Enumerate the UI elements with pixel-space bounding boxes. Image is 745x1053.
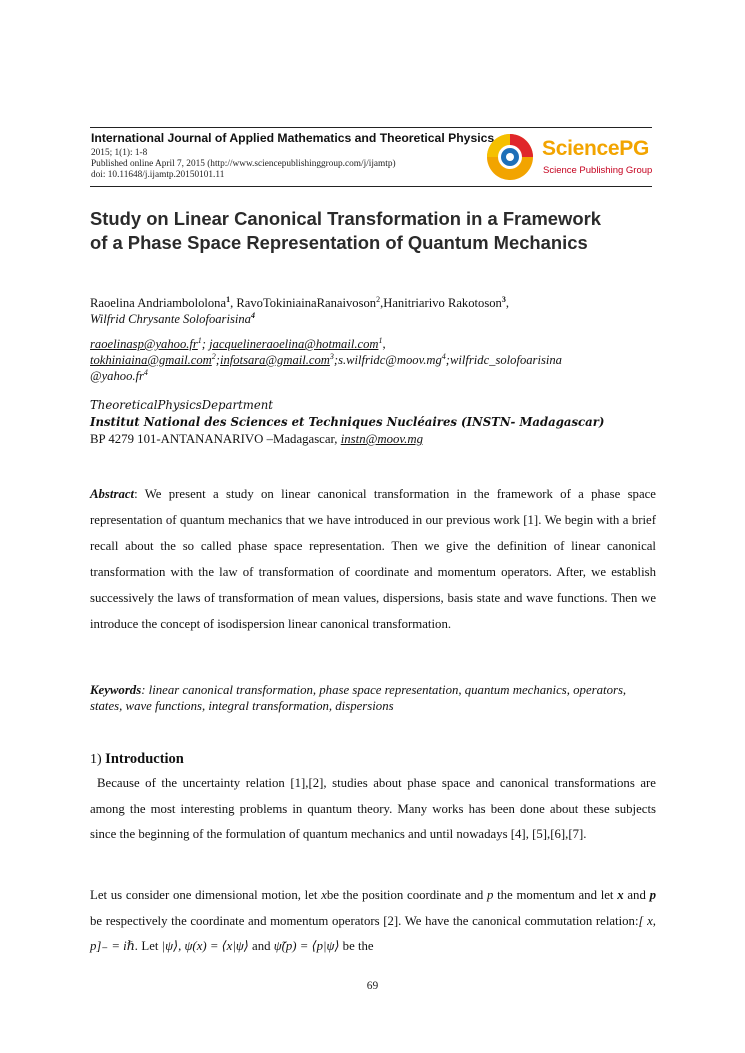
section-title: Introduction (105, 751, 184, 767)
journal-doi: doi: 10.11648/j.ijamtp.20150101.11 (91, 170, 225, 180)
email-5: s.wilfridc@moov.mg (338, 353, 442, 367)
email-6-sup: 4 (143, 367, 148, 377)
commutation-relation: [ x, p]₋ = iℏ. (90, 913, 656, 954)
journal-header (90, 127, 652, 187)
email-1-sup: 1 (197, 335, 202, 345)
title-line-1: Study on Linear Canonical Transformation in a Framework (90, 208, 601, 229)
abstract (90, 481, 656, 637)
author-list: Raoelina Andriambololona$^1$, RavoTokiniainaRanaivoson$^2$,Hanitriarivo Rakotoson$^3$, Wilfrid Chrysante Solofoarisina$^4$ (90, 294, 509, 326)
email-5-sup: 4 (441, 351, 446, 361)
author-4-sup: 4 (250, 310, 255, 320)
email-2-sup: 1 (378, 335, 383, 345)
author-4: Wilfrid Chrysante Solofoarisina (90, 312, 251, 326)
author-2-sup: 2 (376, 294, 381, 304)
sciencepg-logo-text: SciencePG (542, 137, 650, 160)
author-1-sup: 1 (226, 294, 231, 304)
abstract-label: Abstract (90, 487, 135, 501)
section-number: 1) (90, 752, 106, 767)
email-link-1[interactable]: raoelinasp@yahoo.fr (90, 337, 198, 351)
email-6-part1: wilfridc_solofoarisina (449, 353, 562, 367)
journal-name: International Journal of Applied Mathematics and Theoretical Physics (91, 131, 495, 145)
journal-volume: 2015; 1(1): 1-8 (91, 148, 148, 158)
author-3-sup: 3 (501, 294, 506, 304)
keywords-text: : linear canonical transformation, phase space representation, quantum mechanics, operators, states, wave functions, integral transformation, dispersions (90, 683, 627, 713)
section-heading (90, 751, 184, 768)
abstract-text: : We present a study on linear canonical transformation in the framework of a phase space representation of quantum mechanics that we have introduced in our previous work [1]. We begin with a brief recall about the so called phase space representation. Then we give the definition of linear canonical transformation with the law of transformation of coordinate and momentum operators. After, we establish successively the laws of transformation of mean values, dispersions, basis state and wave functions. Then we introduce the concept of isodispersion linear canonical transformation. (90, 487, 656, 631)
institute-email-link[interactable]: instn@moov.mg (340, 432, 423, 446)
email-6-part2: @yahoo.fr (90, 369, 144, 383)
author-3: Hanitriarivo Rakotoson (383, 296, 502, 310)
email-link-4[interactable]: infotsara@gmail.com (219, 353, 330, 367)
institute: Institut National des Sciences et Techniques Nucléaires (INSTN- Madagascar) (90, 415, 605, 429)
address-text: BP 4279 101-ANTANANARIVO –Madagascar, (90, 432, 341, 446)
title-line-2: of a Phase Space Representation of Quantum Mechanics (90, 232, 588, 253)
intro-paragraph-2: Let us consider one dimensional motion, let xbe the position coordinate and p the momentum and let x and p be respectively the coordinate and momentum operators [2]. We have the canonical commutation relation:[ x, p]₋ = iℏ. Let |ψ⟩, ψ(x) = ⟨x|ψ⟩ and ψ̃(p) = ⟨p|ψ⟩ be the (90, 888, 656, 954)
address (90, 431, 690, 448)
journal-published-online: Published online April 7, 2015 (http://www.sciencepublishinggroup.com/j/ijamtp) (91, 159, 396, 169)
email-link-3[interactable]: tokhiniaina@gmail.com (90, 353, 212, 367)
department: TheoreticalPhysicsDepartment (90, 398, 273, 412)
keywords-label: Keywords (90, 683, 142, 697)
keywords (90, 682, 656, 714)
page-number: 69 (366, 980, 379, 992)
email-link-2[interactable]: jacquelineraoelina@hotmail.com (209, 337, 379, 351)
author-2: RavoTokiniainaRanaivoson (236, 296, 377, 310)
sciencepg-logo-icon (485, 132, 535, 182)
affiliation (90, 397, 690, 448)
publisher-name: Science Publishing Group (543, 165, 653, 176)
wavefunction-p: ψ̃(p) = ⟨p|ψ⟩ (273, 939, 340, 954)
email-3-sup: 2 (211, 351, 216, 361)
author-emails: $raoelinasp@yahoo.fr^1$; jacquelineraoelina@hotmail.com$^1$, $tokhiniaina@gmail.com^2;infotsara@gmail.com^3;s.wilfridc@moov.mg^4;wilfridc\_solofoarisina$ $@yahoo.fr^4$ (90, 335, 562, 383)
author-1: Raoelina Andriambololona (90, 296, 227, 310)
intro-paragraph-1: Because of the uncertainty relation [1],[2], studies about phase space and canonical transformations are among the most interesting problems in quantum theory. Many works has been done about these subjects since the beginning of the formulation of quantum mechanics and until nowadays [4], [5],[6],[7]. (90, 776, 656, 842)
wavefunction-x: |ψ⟩, ψ(x) = ⟨x|ψ⟩ (161, 939, 249, 954)
paper-title (90, 207, 690, 255)
email-4-sup: 3 (329, 351, 334, 361)
